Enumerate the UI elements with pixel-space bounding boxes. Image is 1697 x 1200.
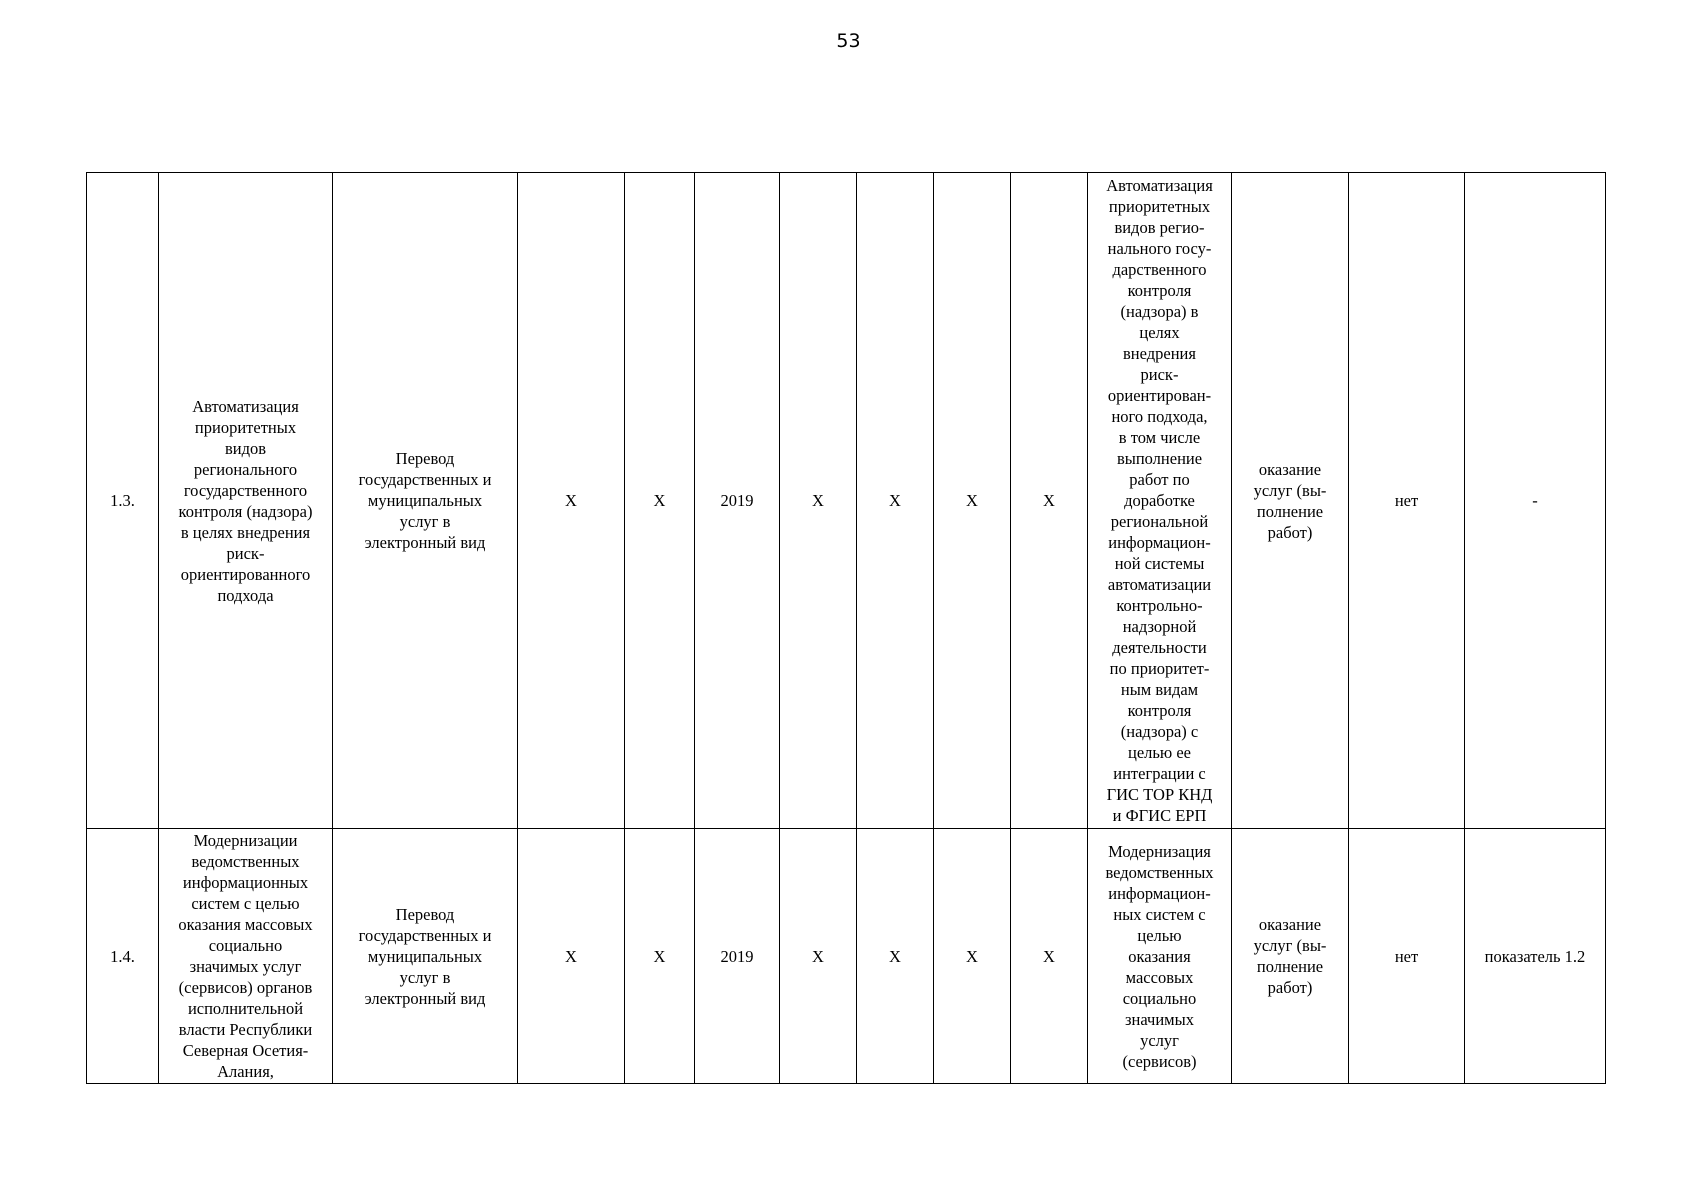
cell-flag: нет — [1349, 173, 1465, 829]
cell-indicator: - — [1465, 173, 1606, 829]
cell-mark: X — [1011, 173, 1088, 829]
cell-year: 2019 — [695, 829, 780, 1084]
activity-name: Модернизации ведомственных информационных систем с целью оказания массовых социально значимых услуг (сервисов) органов исполнительной власти Республики Северная Осетия- Алания, — [159, 829, 333, 1084]
row-number: 1.4. — [87, 829, 159, 1084]
cell-mark: X — [857, 173, 934, 829]
cell-mark: X — [857, 829, 934, 1084]
page-number: 53 — [836, 30, 861, 52]
activity-name: Автоматизация приоритетных видов регионального государственного контроля (надзора) в целях внедрения риск- ориентированного подхода — [159, 173, 333, 829]
activity-type: оказание услуг (вы- полнение работ) — [1232, 173, 1349, 829]
cell-mark: X — [518, 173, 625, 829]
cell-mark: X — [625, 173, 695, 829]
table-row — [87, 173, 1606, 829]
cell-mark: X — [1011, 829, 1088, 1084]
table-row — [87, 829, 1606, 1084]
cell-flag: нет — [1349, 829, 1465, 1084]
activity-direction: Перевод государственных и муниципальных услуг в электронный вид — [333, 173, 518, 829]
activity-result: Автоматизация приоритетных видов регио- нального госу- дарственного контроля (надзора) в целях внедрения риск- ориентирован- ного подхода, в том числе выполнение работ по доработке региональной информацион- ной системы автоматизации контрольно- надзорной деятельности по приоритет- ным видам контроля (надзора) с целью ее интеграции с ГИС ТОР КНД и ФГИС ЕРП — [1088, 173, 1232, 829]
cell-mark: X — [780, 173, 857, 829]
activity-type: оказание услуг (вы- полнение работ) — [1232, 829, 1349, 1084]
cell-year: 2019 — [695, 173, 780, 829]
cell-mark: X — [934, 173, 1011, 829]
cell-indicator: показатель 1.2 — [1465, 829, 1606, 1084]
document-table — [86, 172, 1606, 1084]
activity-result: Модернизация ведомственных информацион- ных систем с целью оказания массовых социально значимых услуг (сервисов) — [1088, 829, 1232, 1084]
cell-mark: X — [625, 829, 695, 1084]
row-number: 1.3. — [87, 173, 159, 829]
cell-mark: X — [934, 829, 1011, 1084]
activity-direction: Перевод государственных и муниципальных услуг в электронный вид — [333, 829, 518, 1084]
cell-mark: X — [518, 829, 625, 1084]
cell-mark: X — [780, 829, 857, 1084]
